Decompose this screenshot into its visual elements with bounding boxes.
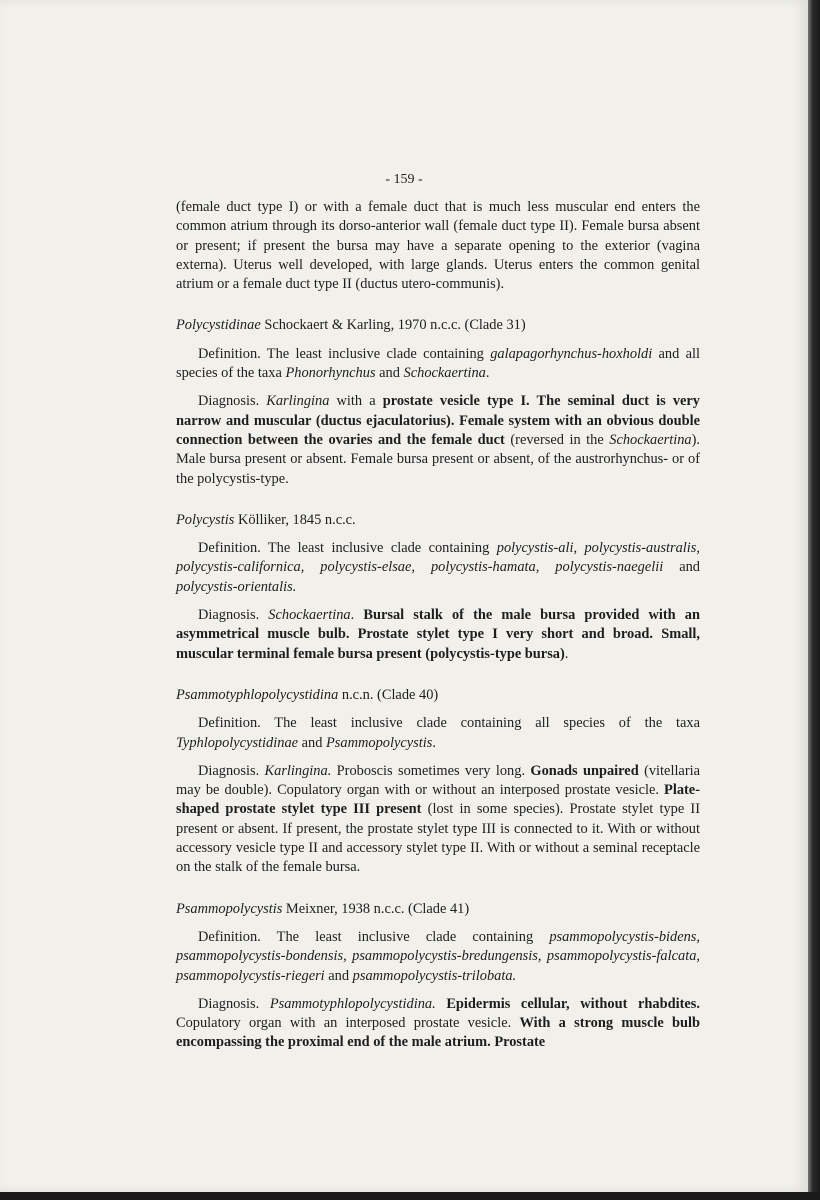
page-number: - 159 - xyxy=(385,172,423,187)
section-heading-psammopolycystis: Psammopolycystis Meixner, 1938 n.c.c. (Clade 41) xyxy=(176,900,470,917)
section-heading-polycystis: Polycystis Kölliker, 1845 n.c.c. xyxy=(176,511,356,528)
section-heading-psammotyphlopolycystidina: Psammotyphlopolycystidina n.c.n. (Clade 40) xyxy=(176,686,439,703)
definition-polycystidinae: Definition. The least inclusive clade containing galapagorhynchus-hoxholdi and all species of the taxa Phonorhynchus and Schockaertina. xyxy=(176,345,700,382)
diagnosis-psammopolycystis: Diagnosis. Psammotyphlopolycystidina. Epidermis cellular, without rhabdites. Copulatory organ with an interposed prostate vesicle. With a strong muscle bulb encompassing the proximal end of the male atrium. Prostate xyxy=(176,995,701,1051)
definition-psammopolycystis: Definition. The least inclusive clade containing psammopolycystis-bidens, psammopolycystis-bondensis, psammopolycystis-bredungensis, psammopolycystis-falcata, psammopolycystis-riegeri and psammopolycystis-trilobata. xyxy=(176,928,700,984)
intro-paragraph: (female duct type I) or with a female duct that is much less muscular end enters the common atrium through its dorso-anterior wall (female duct type II). Female bursa absent or present; if present the bursa may have a separate opening to the exterior (vagina externa). Uterus well developed, with large glands. Uterus enters the common genital atrium or a female duct type II (ductus utero-communis). xyxy=(176,199,700,293)
scan-right-edge xyxy=(808,0,820,1200)
definition-psammotyphlopolycystidina: Definition. The least inclusive clade containing all species of the taxa Typhlopolycystidinae and Psammopolycystis. xyxy=(176,715,700,751)
diagnosis-polycystis: Diagnosis. Schockaertina. Bursal stalk of the male bursa provided with an asymmetrical muscle bulb. Prostate stylet type I very short and broad. Small, muscular terminal female bursa present (polycystis-type bursa). xyxy=(176,607,700,662)
scan-bottom-edge xyxy=(0,1192,820,1200)
diagnosis-polycystidinae: Diagnosis. Karlingina with a prostate vesicle type I. The seminal duct is very narrow and muscular (ductus ejaculatorius). Female system with an obvious double connection between the ovaries and the female duct (reversed in the Schockaertina). Male bursa present or absent. Female bursa present or absent, of the austrorhynchus- or of the polycystis-type. xyxy=(176,393,700,487)
section-heading-polycystidinae: Polycystidinae Schockaert & Karling, 1970 n.c.c. (Clade 31) xyxy=(176,317,526,334)
page-body xyxy=(176,198,700,1053)
diagnosis-psammotyphlopolycystidina: Diagnosis. Karlingina. Proboscis sometimes very long. Gonads unpaired (vitellaria may be double). Copulatory organ with or without an interposed prostate vesicle. Plate-shaped prostate stylet type III present (lost in some species). Prostate stylet type II present or absent. If present, the prostate stylet type III is connected to it. With or without accessory vesicle type II and accessory stylet type II. With or without a seminal receptacle on the stalk of the female bursa. xyxy=(176,762,701,876)
definition-polycystis: Definition. The least inclusive clade containing polycystis-ali, polycystis-australis, polycystis-californica, polycystis-elsae, polycystis-hamata, polycystis-naegelii and polycystis-orientalis. xyxy=(176,540,701,595)
